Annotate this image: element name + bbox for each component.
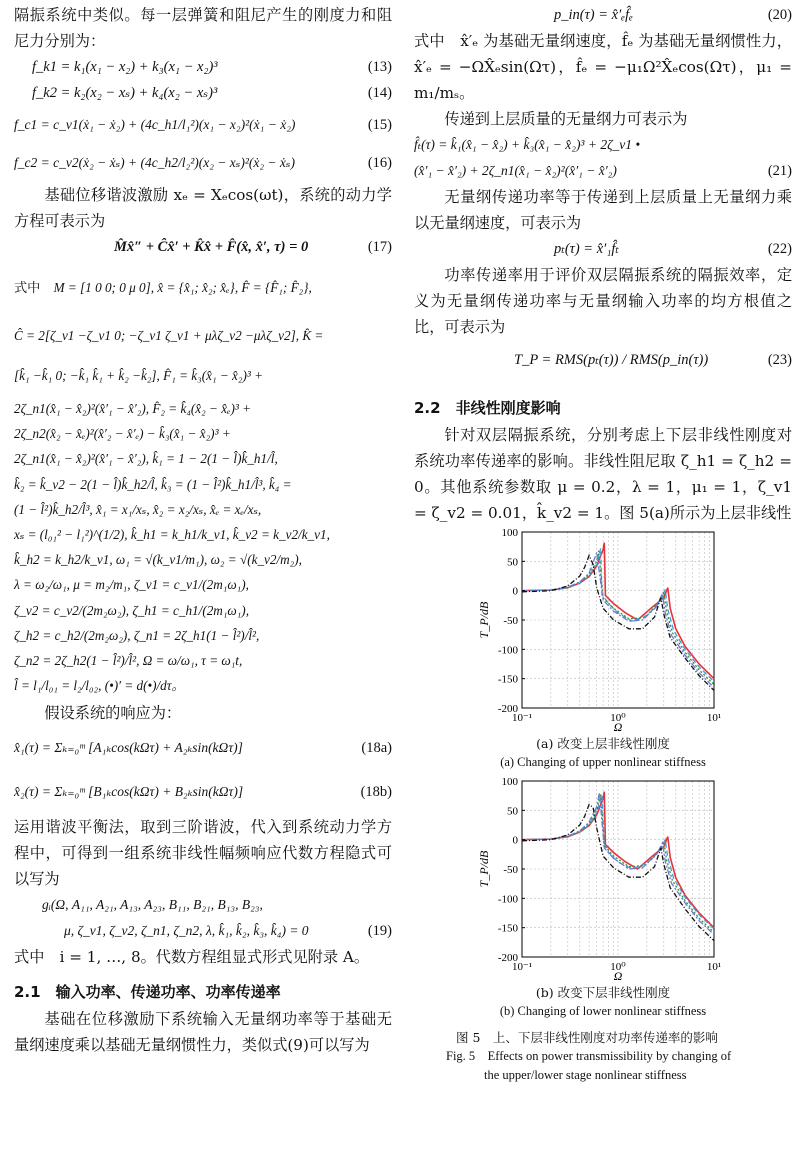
left-column: [14, 0, 392, 1058]
paragraph-stiffness-effect: 针对双层隔振系统，分别考虑上下层非线性刚度对系统功率传递率的影响。非线性阻尼取 ζ_h1 = ζ_h2 = 0。其他系统参数取 μ = 0.2，λ = 1，μ₁ = 1，ζ_v1 = ζ_v2 = 0.01，k̂_v2 = 1。图 5(a)所示为上层非线性: [414, 426, 792, 522]
caption-5a-en: (a) Changing of upper nonlinear stiffness: [500, 755, 706, 769]
y-tick-label: 100: [501, 527, 518, 539]
paragraph-assume: 假设系统的响应为：: [44, 704, 182, 723]
figure-5-caption: [414, 1028, 792, 1085]
definitions-line: k̂_h2 = k_h2/k_v1, ω₁ = √(k_v1/m₁), ω₂ = √(k_v2/m₂),: [14, 552, 302, 568]
equation-19-line1: gᵢ(Ω, A₁₁, A₂₁, A₁₃, A₂₃, B₁₁, B₂₁, B₁₃, B₂₃,: [42, 897, 263, 913]
definitions-line: xₛ = (l₀₁² − l₁²)^(1/2), k̂_h1 = k_h1/k_v1, k̂_v2 = k_v2/k_v1,: [14, 527, 330, 543]
equation-21-line2: (x̂′₁ − x̂′₂) + 2ζ_n1(x̂₁ − x̂₂)²(x̂′₁ − x̂′₂) (21): [414, 163, 792, 179]
caption-5b-cn: (b) 改变下层非线性刚度: [535, 985, 671, 1000]
paragraph-input-power: 基础在位移激励下系统输入无量纲功率等于基础无量纲速度乘以基础无量纲惯性力，类似式(9)可以写为: [14, 1010, 392, 1055]
equation-19-line2: μ, ζ_v1, ζ_v2, ζ_n1, ζ_n2, λ, k̂₁, k̂₂, k̂₃, k̂₄) = 0 (19): [64, 923, 392, 940]
definitions-line: ζ_h2 = c_h2/(2m₂ω₂), ζ_n1 = 2ζ_h1(1 − l̂²)/l̂²,: [14, 627, 260, 643]
x-tick-label: 10¹: [706, 961, 722, 973]
y-tick-label: 50: [507, 805, 518, 818]
x-tick-label: 10¹: [706, 712, 722, 724]
equation-21-line1: f̂ₜ(τ) = k̂₁(x̂₁ − x̂₂) + k̂₃(x̂₁ − x̂₂)³ + 2ζ_v1 •: [414, 137, 641, 152]
y-axis-label: T_P/dB: [477, 601, 491, 639]
y-tick-label: -200: [497, 703, 518, 715]
equation-22: pₜ(τ) = x̂′₁f̂ₜ (22): [554, 241, 792, 257]
definitions-line: k̂₂ = k̂_v2 − 2(1 − l̂)k̂_h2/l̂, k̂₃ = (1 − l̂²)k̂_h1/l̂³, k̂₄ =: [14, 476, 292, 492]
equation-16: f_c2 = c_v2(ẋ₂ − ẋₛ) + (4c_h2/l₂²)(x₂ − xₛ)²(ẋ₂ − ẋₛ) (16): [14, 155, 392, 171]
paragraph-transfer-force: 传递到上层质量的无量纲力可表示为: [444, 110, 688, 128]
equation-20: p_in(τ) = x̂′ₑf̂ₑ (20): [554, 7, 792, 23]
definitions-line: ζ_n2 = 2ζ_h2(1 − l̂²)/l̂², Ω = ω/ω₁, τ = ω₁t,: [14, 653, 243, 669]
series-line-5: [522, 805, 714, 941]
caption-fig5-cn: 图 5 上、下层非线性刚度对功率传递率的影响: [456, 1030, 718, 1045]
y-tick-label: -200: [497, 952, 518, 964]
section-heading-2-1: 2.1 输入功率、传递功率、功率传递率: [14, 983, 281, 1002]
y-tick-label: -50: [503, 864, 518, 876]
equation-13: f_k1 = k₁(x₁ − x₂) + k₃(x₁ − x₂)³ (13): [32, 59, 392, 75]
y-tick-label: 100: [501, 776, 518, 788]
y-tick-label: 0: [512, 834, 518, 847]
equation-17: M̂x̂″ + Ĉx̂′ + K̂x̂ + F̂(x̂, x̂′, τ) = 0 (17): [114, 239, 392, 255]
x-axis-label: Ω: [613, 720, 623, 731]
equation-14: f_k2 = k₂(x₂ − xₛ) + k₄(x₂ − xₛ)³ (14): [32, 85, 392, 101]
chart-upper-stiffness: [414, 526, 792, 731]
y-tick-label: -100: [497, 644, 518, 657]
y-tick-label: -150: [497, 673, 518, 686]
chart-grid: [522, 781, 714, 957]
caption-5a-cn: (a) 改变上层非线性刚度: [536, 736, 670, 751]
equation-18a: x̂₁(τ) = Σₖ₌₀ᵐ [A₁ₖcos(kΩτ) + A₂ₖsin(kΩτ)] (18a): [14, 740, 392, 757]
definitions-line: λ = ω₂/ω₁, μ = m₂/m₁, ζ_v1 = c_v1/(2m₁ω₁),: [14, 577, 249, 593]
x-tick-label: 10⁰: [610, 712, 626, 724]
definitions-line: ζ_v2 = c_v2/(2m₂ω₂), ζ_h1 = c_h1/(2m₁ω₁),: [14, 602, 249, 618]
y-tick-label: -150: [497, 922, 518, 935]
definitions-line: (1 − l̂²)k̂_h2/l̂³, x̂₁ = x₁/xₛ, x̂₂ = x₂/xₛ, x̂ₑ = xₑ/xₛ,: [14, 501, 262, 517]
paragraph-where-19: 式中 i = 1, …, 8。代数方程组显式形式见附录 A。: [14, 948, 370, 967]
caption-fig5-en-1: Fig. 5 Effects on power transmissibility by changing of: [446, 1049, 732, 1063]
paragraph-base-excitation: 基础位移谐波激励 xₑ = Xₑcos(ωt)，系统的动力学方程可表示为: [14, 186, 392, 230]
chart-lower-stiffness: [414, 775, 792, 980]
x-tick-label: 10⁻¹: [511, 712, 533, 724]
paragraph-where-20: 式中 x̂′ₑ 为基础无量纲速度，f̂ₑ 为基础无量纲惯性力，x̂′ₑ = −ΩX̂ₑsin(Ωτ)，f̂ₑ = −μ₁Ω²X̂ₑcos(Ωτ)，μ₁ = m₁/mₛ。: [414, 32, 792, 102]
series-line-1: [522, 792, 714, 928]
caption-5b-en: (b) Changing of lower nonlinear stiffness: [499, 1004, 707, 1018]
paragraph-intro: 隔振系统中类似。每一层弹簧和阻尼产生的刚度力和阻尼力分别为：: [14, 6, 392, 50]
equation-15: f_c1 = c_v1(ẋ₁ − ẋ₂) + (4c_h1/l₁²)(x₁ − x₂)²(ẋ₁ − ẋ₂) (15): [14, 117, 392, 133]
chart-grid: [522, 532, 714, 708]
definitions-line: 2ζ_n1(x̂₁ − x̂₂)²(x̂′₁ − x̂′₂), F̂₂ = k̂₄(x̂₂ − x̂ₑ)³ +: [14, 401, 252, 416]
equation-18b: x̂₂(τ) = Σₖ₌₀ᵐ [B₁ₖcos(kΩτ) + B₂ₖsin(kΩτ)] (18b): [14, 784, 392, 801]
y-tick-label: 50: [507, 556, 518, 569]
definitions-c-matrix: Ĉ = 2[ζ_v1 −ζ_v1 0; −ζ_v1 ζ_v1 + μλζ_v2 −μλζ_v2], K̂ =: [14, 328, 324, 343]
x-tick-label: 10⁰: [610, 961, 626, 973]
definitions-block: [14, 260, 392, 698]
caption-fig5-en-2: the upper/lower stage nonlinear stiffness: [484, 1068, 687, 1082]
definitions-matrices: 式中 M = [1 0 0; 0 μ 0], x̂ = {x̂₁; x̂₂; x̂ₑ}, F̂ = {F̂₁; F̂₂},: [14, 280, 312, 296]
y-tick-label: 0: [512, 585, 518, 598]
definitions-line: 2ζ_n1(x̂₁ − x̂₂)²(x̂′₁ − x̂′₂), k̂₁ = 1 − 2(1 − l̂)k̂_h1/l̂,: [14, 451, 278, 467]
y-tick-label: -50: [503, 615, 518, 627]
definitions-line: l̂ = l₁/l₀₁ = l₂/l₀₂, (•)′ = d(•)/dτ。: [14, 678, 185, 694]
x-axis-label: Ω: [613, 969, 623, 980]
series-line-5: [522, 556, 714, 691]
equation-23: T_P = RMS(pₜ(τ)) / RMS(p_in(τ)) (23): [514, 352, 792, 368]
definitions-line: 2ζ_n2(x̂₂ − x̂ₑ)²(x̂′₂ − x̂′ₑ) − k̂₃(x̂₁ − x̂₂)³ +: [14, 426, 231, 442]
figure-5b: [414, 775, 792, 1020]
paragraph-transmissibility: 功率传递率用于评价双层隔振系统的隔振效率，定义为无量纲传递功率与无量纲输入功率的均方根值之比，可表示为: [414, 266, 792, 336]
section-heading-2-2: 2.2 非线性刚度影响: [414, 399, 561, 417]
x-tick-label: 10⁻¹: [511, 961, 533, 973]
y-tick-label: -100: [497, 893, 518, 906]
y-axis-label: T_P/dB: [477, 850, 491, 888]
right-column: [414, 0, 792, 1085]
definitions-k-matrix: [k̂₁ −k̂₁ 0; −k̂₁ k̂₁ + k̂₂ −k̂₂], F̂₁ = k̂₃(x̂₁ − x̂₂)³ +: [14, 368, 264, 383]
figure-5a: [414, 526, 792, 771]
paragraph-transfer-power: 无量纲传递功率等于传递到上层质量上无量纲力乘以无量纲速度，可表示为: [414, 188, 792, 232]
paragraph-harmonic-balance: 运用谐波平衡法，取到三阶谐波，代入到系统动力学方程中，可得到一组系统非线性幅频响应代数方程隐式可以写为: [14, 818, 392, 889]
